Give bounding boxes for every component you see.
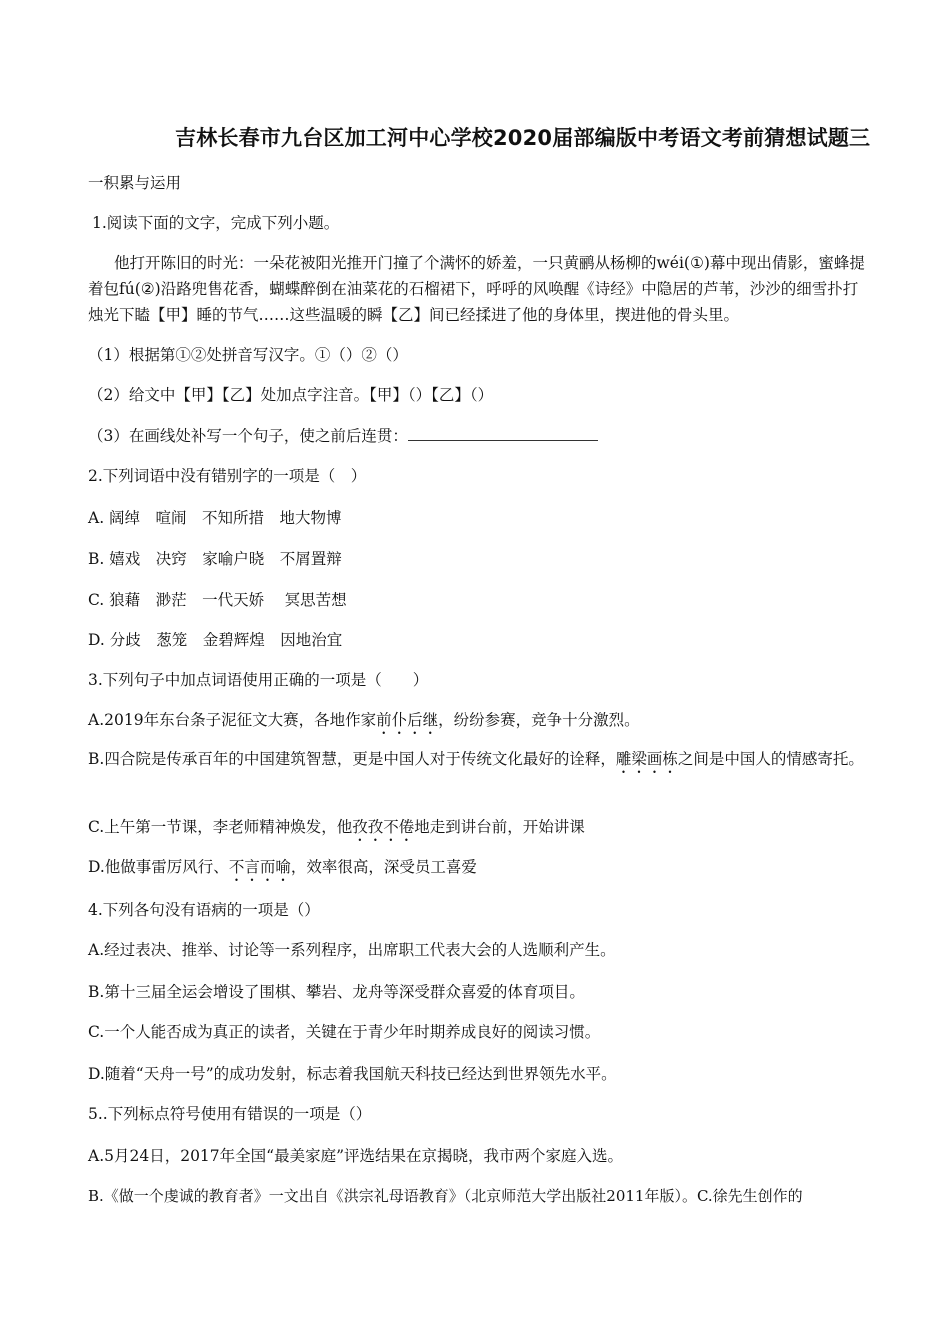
- q4-option-b: B.第十三届全运会增设了围棋、攀岩、龙舟等深受群众喜爱的体育项目。: [88, 983, 585, 1001]
- q3-a-text: A.2019年东台条子泥征文大赛，各地作家: [88, 711, 377, 729]
- q3-d-text-end: ，效率很高，深受员工喜爱: [290, 858, 477, 876]
- q5-option-a: A.5月24日，2017年全国“最美家庭”评选结果在京揭晓，我市两个家庭入选。: [88, 1147, 624, 1165]
- q5-option-b: B.《做一个虔诚的教育者》一文出自《洪宗礼母语教育》（北京师范大学出版社2011年版）。C.徐先生创作的: [88, 1187, 803, 1205]
- q1-passage: [88, 250, 868, 328]
- q3-a-text-end: ，纷纷参赛，竞争十分激烈。: [438, 711, 640, 729]
- q3-c-dotted-phrase: 孜孜不倦: [352, 818, 415, 836]
- q2-option-b: B. 嬉戏 决窍 家喻户晓 不屑置辩: [88, 550, 342, 568]
- q3-d-text: D.他做事雷厉风行、: [88, 858, 229, 876]
- section-heading: 一积累与运用: [88, 174, 182, 192]
- q3-b-text: B.四合院是传承百年的中国建筑智慧，更是中国人对于传统文化最好的诠释，: [88, 750, 616, 768]
- q1-sub1: （1）根据第①②处拼音写汉字。①（）②（）: [88, 346, 408, 364]
- q3-option-c: [88, 817, 585, 845]
- q1-sub2: （2）给文中【甲】【乙】处加点字注音。【甲】（）【乙】（）: [88, 386, 494, 404]
- q4-stem: 4.下列各句没有语病的一项是（）: [88, 901, 320, 919]
- q3-option-a: [88, 710, 640, 738]
- answer-blank: [408, 426, 598, 441]
- q4-option-a: A.经过表决、推举、讨论等一系列程序，出席职工代表大会的人选顺利产生。: [88, 941, 616, 959]
- q3-d-dotted-phrase: 不言而喻: [228, 858, 291, 876]
- q2-stem: 2.下列词语中没有错别字的一项是（ ）: [88, 467, 367, 485]
- q3-b-dotted-phrase: 雕梁画栋: [615, 750, 678, 768]
- q4-option-c: C.一个人能否成为真正的读者，关键在于青少年时期养成良好的阅读习惯。: [88, 1023, 601, 1041]
- q1-stem: 1.阅读下面的文字，完成下列小题。: [92, 214, 340, 232]
- q3-c-text: C.上午第一节课，李老师精神焕发，他: [88, 818, 353, 836]
- q2-option-a: A. 阔绰 喧闹 不知所措 地大物博: [88, 509, 342, 527]
- q3-option-b: [88, 746, 868, 777]
- q3-c-text-end: 地走到讲台前，开始讲课: [414, 818, 585, 836]
- q5-stem: 5..下列标点符号使用有错误的一项是（）: [88, 1105, 372, 1123]
- q1-sub3: [88, 426, 598, 446]
- q2-option-d: D. 分歧 葱笼 金碧辉煌 因地治宜: [88, 631, 343, 649]
- q3-b-text-end: 之间是中国人的情感寄托。: [677, 750, 864, 768]
- q3-option-d: [88, 857, 477, 885]
- q3-a-dotted-phrase: 前仆后继: [376, 711, 439, 729]
- q3-stem: 3.下列句子中加点词语使用正确的一项是（ ）: [88, 671, 429, 689]
- q2-option-c: C. 狼藉 渺茫 一代天娇 冥思苦想: [88, 591, 347, 609]
- q1-sub3-text: （3）在画线处补写一个句子，使之前后连贯：: [88, 427, 408, 445]
- page-title: 吉林长春市九台区加工河中心学校2020届部编版中考语文考前猜想试题三: [175, 126, 871, 150]
- q1-passage-text: 他打开陈旧的时光：一朵花被阳光推开门撞了个满怀的娇羞，一只黄鹂从杨柳的wéi(①)幕中现出倩影，蜜蜂提着包fú(②)沿路兜售花香，蝴蝶醉倒在油菜花的石榴裙下，呼呼的风唤醒《诗经》中隐居的芦苇，沙沙的细雪扑打烛光下瞌【甲】睡的节气……这些温暖的瞬【乙】间已经揉进了他的身体里，揳进他的骨头里。: [88, 254, 865, 324]
- q4-option-d: D.随着“天舟一号”的成功发射，标志着我国航天科技已经达到世界领先水平。: [88, 1065, 617, 1083]
